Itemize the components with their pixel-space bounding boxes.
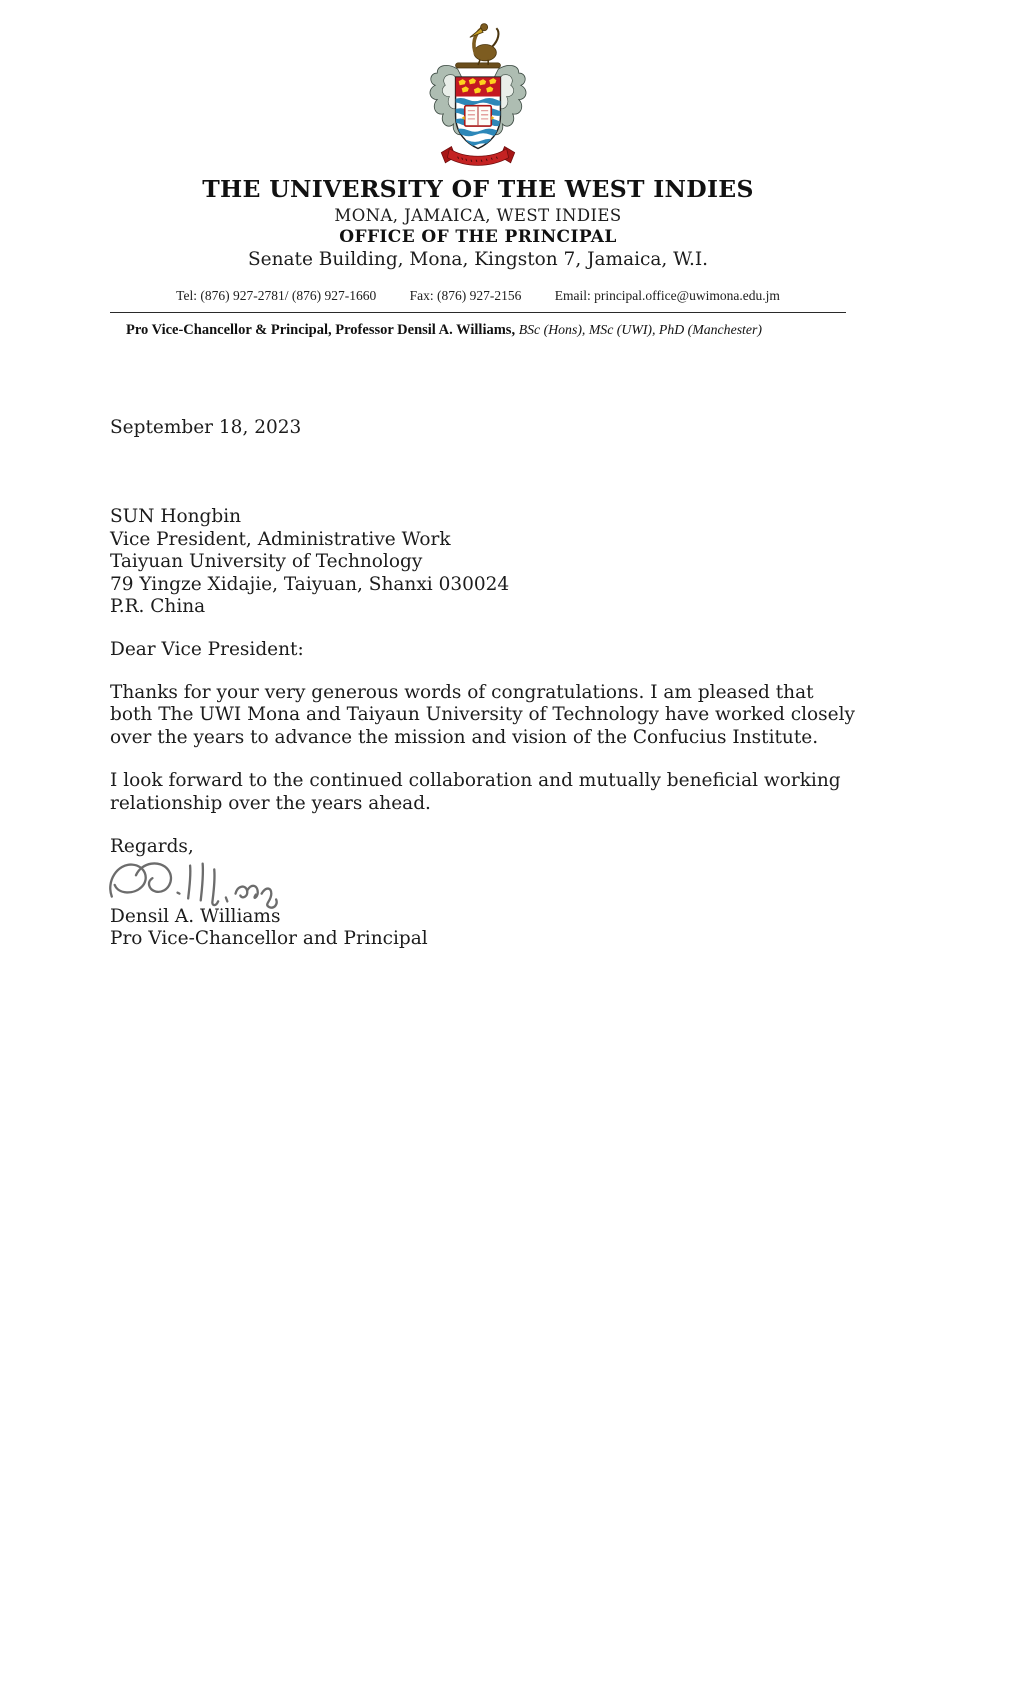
letter-content bbox=[110, 0, 855, 950]
recipient-line: SUN Hongbin bbox=[110, 506, 242, 527]
paragraph-2 bbox=[110, 770, 846, 815]
paragraph-1 bbox=[110, 681, 855, 750]
signer-title: Pro Vice-Chancellor and Principal bbox=[110, 928, 428, 949]
paragraph-line: Thanks for your very generous words of congratulations. I am pleased that bbox=[110, 681, 814, 703]
closing-line: Regards, bbox=[110, 836, 194, 857]
letterhead bbox=[110, 0, 846, 339]
principal-credentials: BSc (Hons), MSc (UWI), PhD (Manchester) bbox=[518, 322, 762, 337]
contact-line bbox=[110, 288, 846, 303]
salutation: Dear Vice President: bbox=[110, 638, 304, 660]
uwi-crest-icon bbox=[110, 0, 846, 170]
tel-text: Tel: (876) 927-2781/ (876) 927-1660 bbox=[176, 288, 377, 303]
signature-image bbox=[102, 854, 846, 904]
recipient-line: P.R. China bbox=[110, 596, 206, 617]
paragraph-line: I look forward to the continued collaboration and mutually beneficial working bbox=[110, 770, 841, 791]
letter-body bbox=[110, 417, 855, 950]
recipient-line: Vice President, Administrative Work bbox=[110, 528, 451, 550]
email-text: Email: principal.office@uwimona.edu.jm bbox=[554, 288, 780, 303]
letterhead-divider bbox=[110, 312, 846, 313]
address-line: Senate Building, Mona, Kingston 7, Jamaica, W.I. bbox=[247, 249, 709, 270]
recipient-line: Taiyuan University of Technology bbox=[110, 551, 423, 572]
principal-name: Pro Vice-Chancellor & Principal, Professor Densil A. Williams, bbox=[126, 322, 516, 338]
signer-name: Densil A. Williams bbox=[110, 906, 281, 927]
office-line: OFFICE OF THE PRINCIPAL bbox=[339, 227, 617, 247]
campus-line: MONA, JAMAICA, WEST INDIES bbox=[334, 206, 622, 225]
paragraph-line: over the years to advance the mission and vision of the Confucius Institute. bbox=[110, 726, 819, 748]
date-line: September 18, 2023 bbox=[110, 417, 302, 438]
recipient-block bbox=[110, 506, 846, 619]
university-name: THE UNIVERSITY OF THE WEST INDIES bbox=[202, 175, 754, 203]
paragraph-line: both The UWI Mona and Taiyaun University of Technology have worked closely bbox=[110, 704, 855, 725]
paragraph-line: relationship over the years ahead. bbox=[110, 792, 431, 814]
fax-text: Fax: (876) 927-2156 bbox=[409, 288, 522, 303]
recipient-line: 79 Yingze Xidajie, Taiyuan, Shanxi 030024 bbox=[110, 573, 510, 595]
principal-line bbox=[110, 321, 846, 339]
